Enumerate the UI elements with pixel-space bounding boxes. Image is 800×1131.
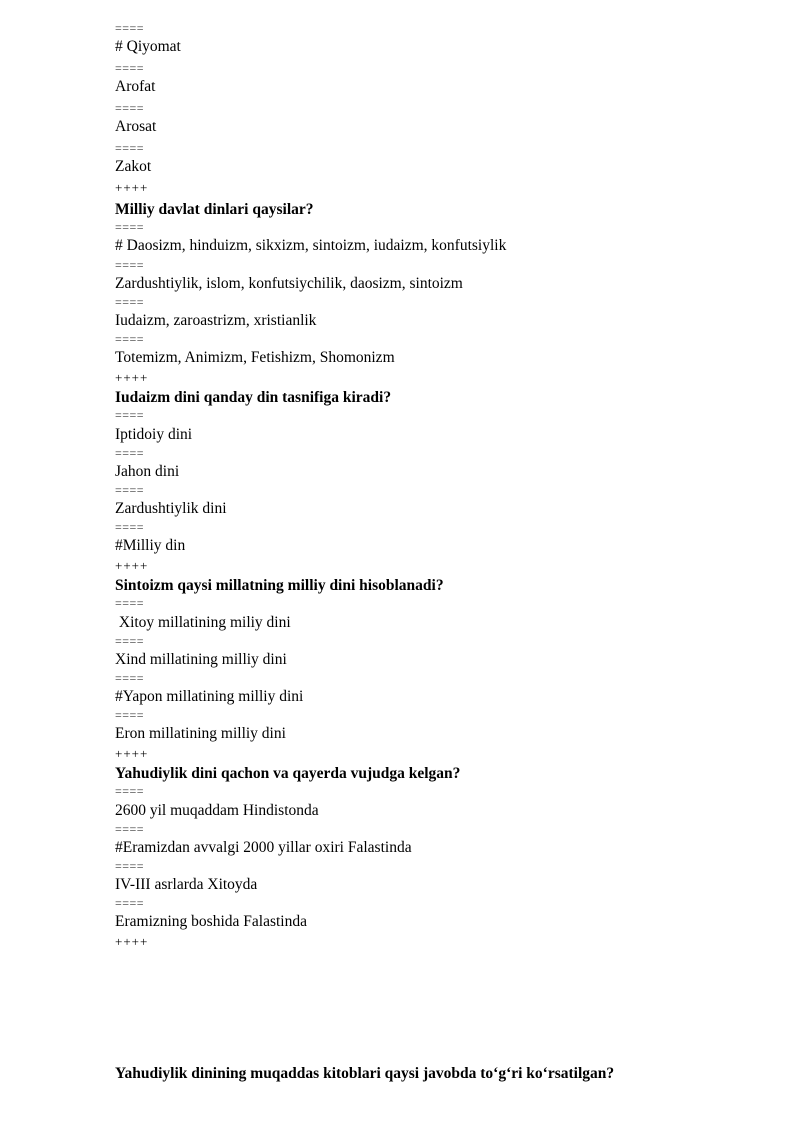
separator-line: ====: [115, 634, 145, 648]
separator-line: ====: [115, 784, 145, 798]
separator-line: ====: [115, 483, 145, 497]
answer-option: Iptidoiy dini: [115, 426, 193, 443]
separator-line: ====: [115, 446, 145, 460]
question-divider: ++++: [115, 746, 149, 761]
separator-line: ====: [115, 596, 145, 610]
answer-option: #Milliy din: [115, 537, 186, 554]
separator-line: ====: [115, 520, 145, 534]
separator-line: ====: [115, 708, 145, 722]
answer-option: Arofat: [115, 78, 156, 95]
question-text: Iudaizm dini qanday din tasnifiga kiradi?: [115, 389, 392, 406]
answer-option: #Yapon millatining milliy dini: [115, 688, 304, 705]
answer-option: 2600 yil muqaddam Hindistonda: [115, 802, 319, 819]
separator-line: ====: [115, 295, 145, 309]
answer-option: Jahon dini: [115, 463, 180, 480]
separator-line: ====: [115, 896, 145, 910]
answer-option: # Daosizm, hinduizm, sikxizm, sintoizm, iudaizm, konfutsiylik: [115, 237, 507, 254]
question-divider: ++++: [115, 934, 149, 949]
answer-option: Eron millatining milliy dini: [115, 725, 286, 742]
question-text: Sintoizm qaysi millatning milliy dini hisoblanadi?: [115, 577, 444, 594]
question-divider: ++++: [115, 370, 149, 385]
question-text: Yahudiylik dini qachon va qayerda vujudga kelgan?: [115, 765, 461, 782]
answer-option: Zakot: [115, 158, 152, 175]
separator-line: ====: [115, 332, 145, 346]
answer-option: Zardushtiylik dini: [115, 500, 227, 517]
answer-option: Arosat: [115, 118, 157, 135]
separator-line: ====: [115, 141, 145, 155]
separator-line: ====: [115, 408, 145, 422]
answer-option: Xind millatining milliy dini: [115, 651, 287, 668]
answer-option: Xitoy millatining miliy dini: [115, 614, 291, 631]
separator-line: ====: [115, 21, 145, 35]
separator-line: ====: [115, 822, 145, 836]
separator-line: ====: [115, 859, 145, 873]
question-text: Yahudiylik dinining muqaddas kitoblari qaysi javobda to‘g‘ri ko‘rsatilgan?: [115, 1065, 615, 1082]
answer-option: Iudaizm, zaroastrizm, xristianlik: [115, 312, 317, 329]
answer-option: #Eramizdan avvalgi 2000 yillar oxiri Falastinda: [115, 839, 412, 856]
answer-option: Totemizm, Animizm, Fetishizm, Shomonizm: [115, 349, 395, 366]
answer-option: Zardushtiylik, islom, konfutsiychilik, daosizm, sintoizm: [115, 275, 463, 292]
separator-line: ====: [115, 220, 145, 234]
separator-line: ====: [115, 61, 145, 75]
separator-line: ====: [115, 258, 145, 272]
answer-option: IV-III asrlarda Xitoyda: [115, 876, 258, 893]
separator-line: ====: [115, 101, 145, 115]
answer-option: # Qiyomat: [115, 38, 181, 55]
answer-option: Eramizning boshida Falastinda: [115, 913, 307, 930]
separator-line: ====: [115, 671, 145, 685]
question-divider: ++++: [115, 558, 149, 573]
question-text: Milliy davlat dinlari qaysilar?: [115, 201, 314, 218]
question-divider: ++++: [115, 180, 149, 195]
